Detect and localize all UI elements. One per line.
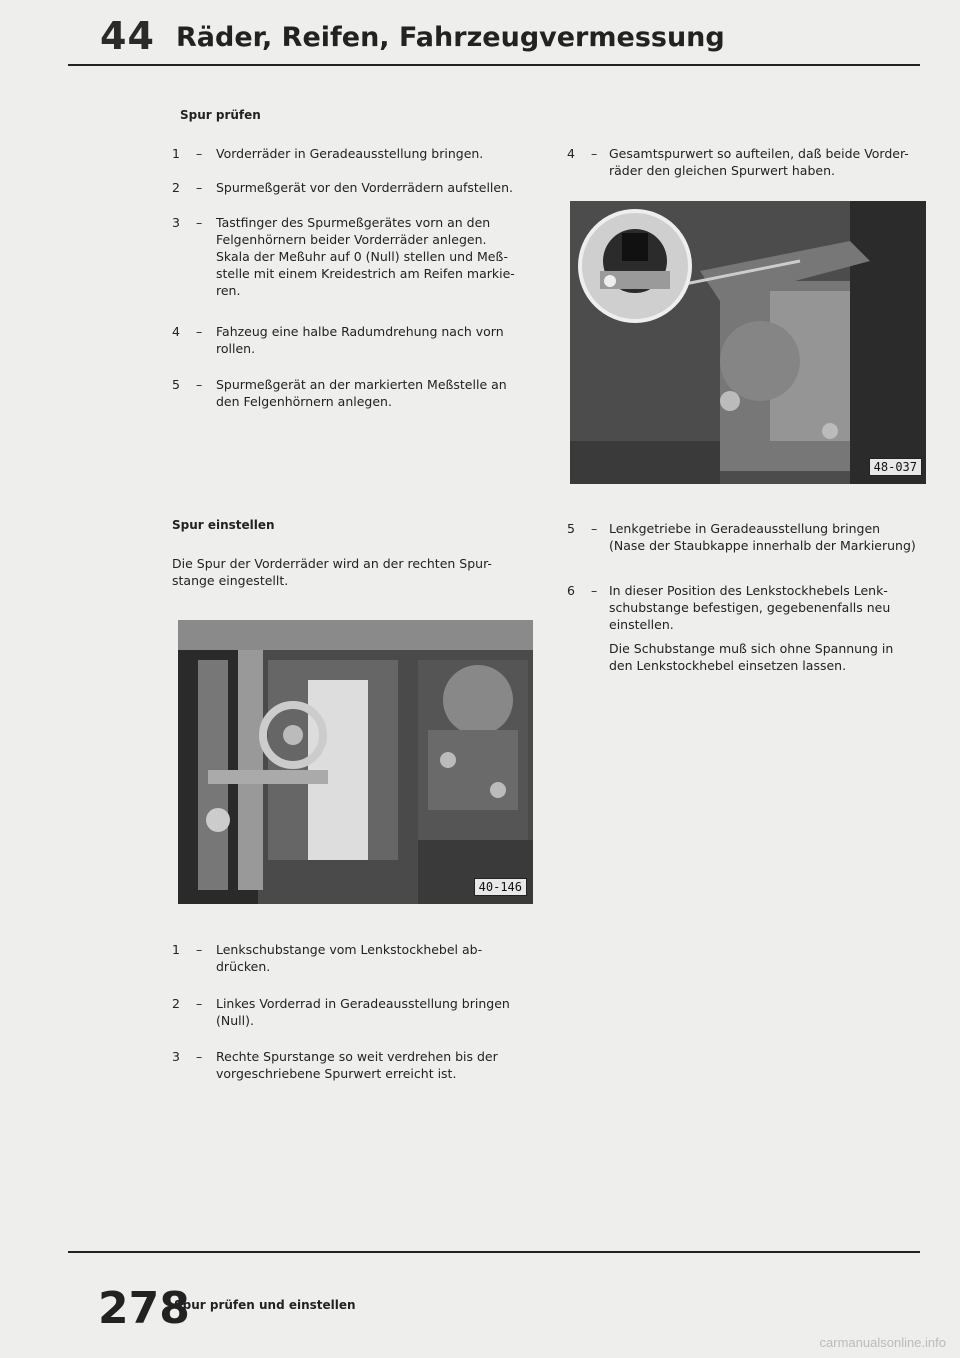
step-text-line: Linkes Vorderrad in Geradeausstellung bringen bbox=[216, 996, 510, 1011]
step-dash: – bbox=[196, 324, 203, 339]
step-text-line: Skala der Meßuhr auf 0 (Null) stellen und Meß- bbox=[216, 249, 509, 264]
step2-2 bbox=[172, 995, 532, 1031]
photo-illustration bbox=[178, 620, 533, 904]
step-text-line: (Null). bbox=[216, 1013, 254, 1028]
step-1 bbox=[172, 145, 532, 163]
step-dash: – bbox=[196, 942, 203, 957]
step-text-line: Lenkschubstange vom Lenkstockhebel ab- bbox=[216, 942, 483, 957]
note-line: den Lenkstockhebel einsetzen lassen. bbox=[609, 658, 847, 673]
step-2 bbox=[172, 179, 532, 197]
photo-label: 48-037 bbox=[869, 458, 922, 476]
step-dash: – bbox=[196, 377, 203, 392]
step-dash: – bbox=[196, 215, 203, 230]
intro-line: Die Spur der Vorderräder wird an der rechten Spur- bbox=[172, 556, 492, 571]
step-right-4 bbox=[567, 145, 932, 181]
step-text-line: Spurmeßgerät vor den Vorderrädern aufstellen. bbox=[216, 180, 513, 195]
step-text-line: Gesamtspurwert so aufteilen, daß beide Vorder- bbox=[609, 146, 909, 161]
section-intro bbox=[172, 555, 532, 591]
step-text-line: stelle mit einem Kreidestrich am Reifen markie- bbox=[216, 266, 515, 281]
step-text-line: In dieser Position des Lenkstockhebels Lenk- bbox=[609, 583, 888, 598]
footer-rule bbox=[68, 1251, 920, 1253]
note-line: Die Schubstange muß sich ohne Spannung in bbox=[609, 641, 894, 656]
step-dash: – bbox=[591, 583, 598, 598]
header-rule bbox=[68, 64, 920, 66]
step-text-line: Tastfinger des Spurmeßgerätes vorn an den bbox=[216, 215, 491, 230]
photo-steering-linkage bbox=[178, 620, 533, 904]
step-text-line: Vorderräder in Geradeausstellung bringen. bbox=[216, 146, 484, 161]
step-number: 3 bbox=[172, 1049, 180, 1064]
photo-label: 40-146 bbox=[474, 878, 527, 896]
step-text-line: rollen. bbox=[216, 341, 256, 356]
step-text-line: drücken. bbox=[216, 959, 271, 974]
step-number: 1 bbox=[172, 942, 180, 957]
step-text-line: ren. bbox=[216, 283, 241, 298]
section-heading-spur-einstellen: Spur einstellen bbox=[172, 518, 275, 532]
step-dash: – bbox=[196, 180, 203, 195]
step-number: 4 bbox=[567, 146, 575, 161]
step-number: 3 bbox=[172, 215, 180, 230]
step-right-6 bbox=[567, 582, 932, 636]
chapter-title: Räder, Reifen, Fahrzeugvermessung bbox=[176, 22, 725, 53]
step-4 bbox=[172, 323, 532, 359]
step-3 bbox=[172, 214, 532, 304]
step-number: 5 bbox=[567, 521, 575, 536]
photo-illustration bbox=[570, 201, 926, 484]
step-number: 1 bbox=[172, 146, 180, 161]
step-dash: – bbox=[196, 146, 203, 161]
step-dash: – bbox=[196, 996, 203, 1011]
step-number: 5 bbox=[172, 377, 180, 392]
chapter-number: 44 bbox=[100, 14, 155, 58]
step-text-line: einstellen. bbox=[609, 617, 674, 632]
step-right-5 bbox=[567, 520, 932, 556]
step2-1 bbox=[172, 941, 532, 977]
step-number: 2 bbox=[172, 180, 180, 195]
step-dash: – bbox=[591, 521, 598, 536]
photo-steering-gear bbox=[570, 201, 926, 484]
step-dash: – bbox=[196, 1049, 203, 1064]
step-number: 2 bbox=[172, 996, 180, 1011]
step-text-line: Spurmeßgerät an der markierten Meßstelle an bbox=[216, 377, 507, 392]
page-number: 278 bbox=[98, 1283, 190, 1334]
step-number: 4 bbox=[172, 324, 180, 339]
footer-title: Spur prüfen und einstellen bbox=[174, 1298, 356, 1312]
step-text-line: Fahzeug eine halbe Radumdrehung nach vorn bbox=[216, 324, 504, 339]
step-text-line: Felgenhörnern beider Vorderräder anlegen. bbox=[216, 232, 487, 247]
step-text-line: Lenkgetriebe in Geradeausstellung bringen bbox=[609, 521, 881, 536]
step-text-line: den Felgenhörnern anlegen. bbox=[216, 394, 392, 409]
step2-3 bbox=[172, 1048, 532, 1084]
section-heading-spur-pruefen: Spur prüfen bbox=[180, 108, 261, 122]
step-text-line: räder den gleichen Spurwert haben. bbox=[609, 163, 835, 178]
note-paragraph bbox=[609, 640, 929, 676]
step-text-line: vorgeschriebene Spurwert erreicht ist. bbox=[216, 1066, 457, 1081]
step-dash: – bbox=[591, 146, 598, 161]
intro-line: stange eingestellt. bbox=[172, 573, 289, 588]
watermark: carmanualsonline.info bbox=[819, 1335, 946, 1350]
step-number: 6 bbox=[567, 583, 575, 598]
step-text-line: schubstange befestigen, gegebenenfalls neu bbox=[609, 600, 891, 615]
step-text-line: (Nase der Staubkappe innerhalb der Markierung) bbox=[609, 538, 916, 553]
step-text-line: Rechte Spurstange so weit verdrehen bis der bbox=[216, 1049, 498, 1064]
step-5 bbox=[172, 376, 532, 412]
